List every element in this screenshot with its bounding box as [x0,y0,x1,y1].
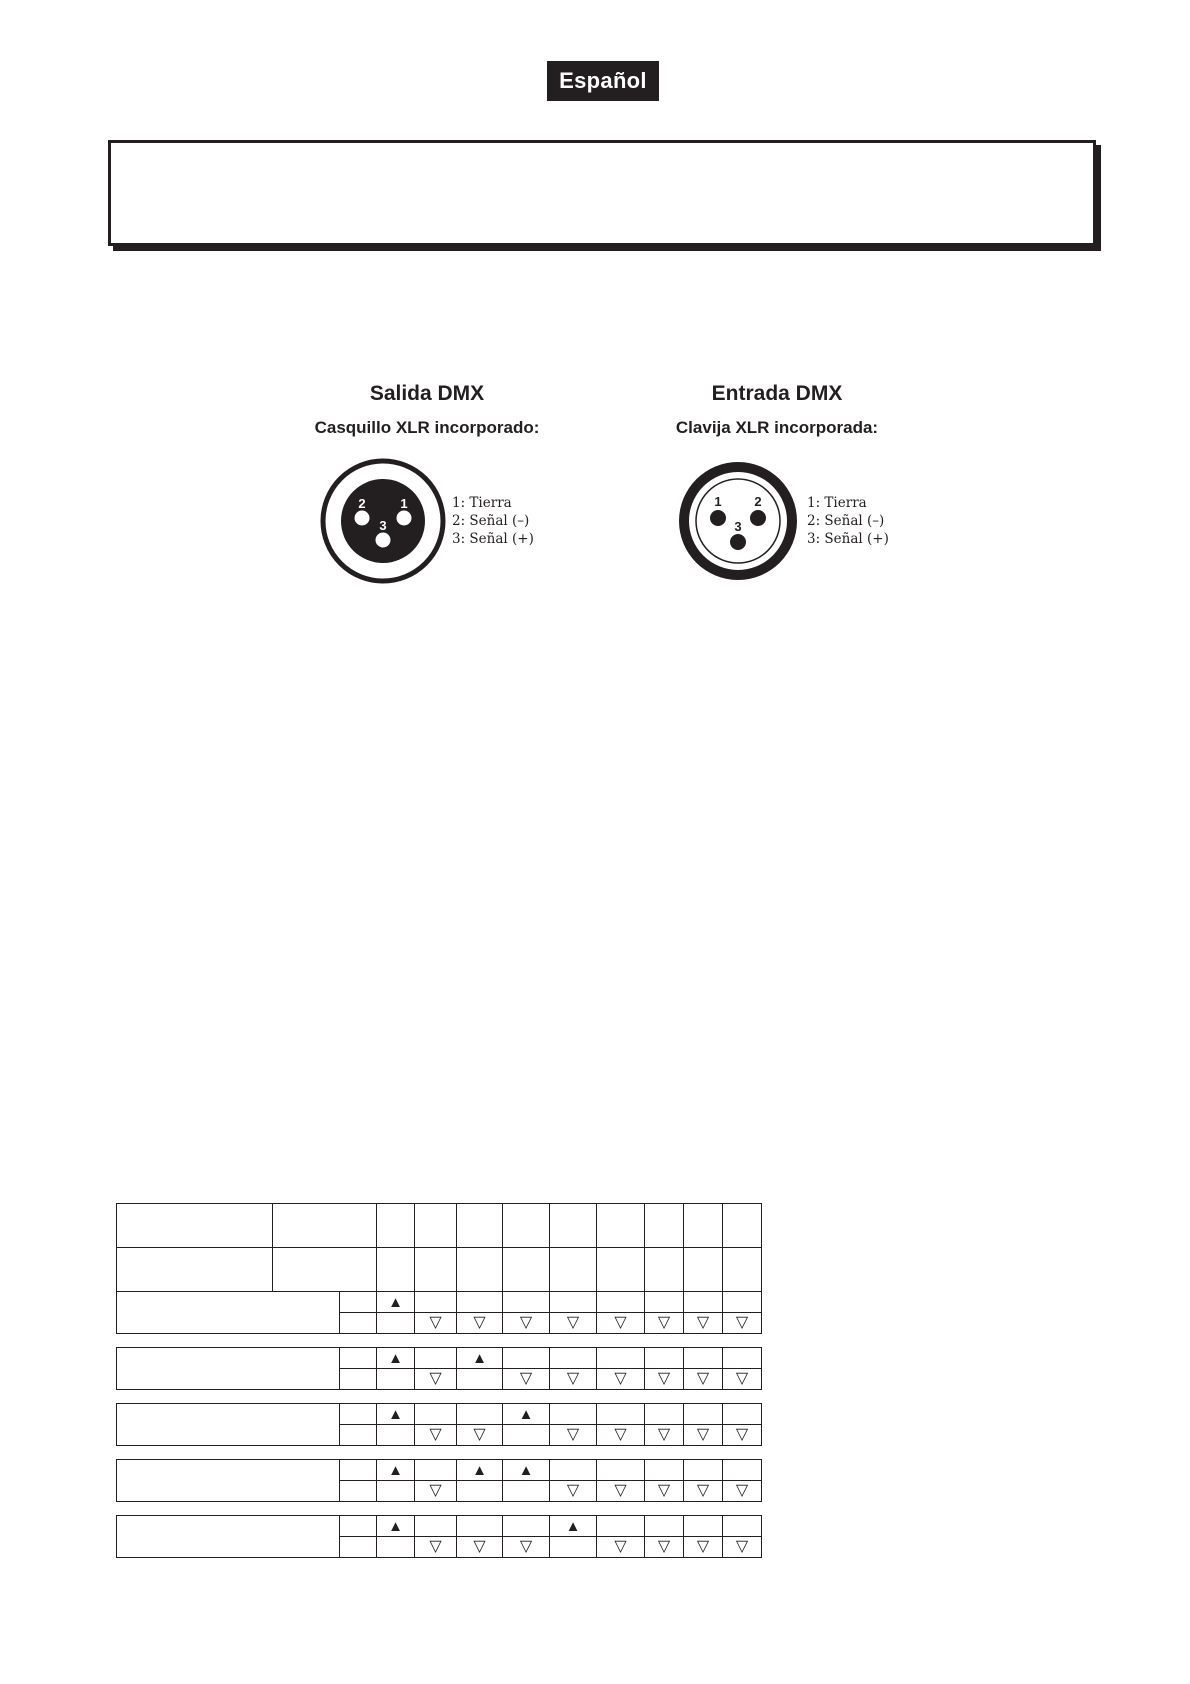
table-cell [340,1404,377,1425]
triangle-down-icon: ▽ [566,1482,580,1499]
pin-2 [750,510,766,526]
dip-switch-on-cell [597,1292,645,1313]
dip-switch-off-cell [503,1537,550,1558]
triangle-up-icon: ▲ [388,1405,403,1423]
dip-switch-table [116,1203,762,1558]
dip-switch-on-cell [597,1348,645,1369]
dip-switch-off-cell [503,1425,550,1446]
triangle-down-icon: ▽ [429,1538,442,1555]
table-cell [340,1516,377,1537]
dip-switch-off-cell [550,1369,597,1390]
dip-switch-on-cell [723,1404,762,1425]
triangle-down-icon: ▽ [429,1426,442,1443]
dip-switch-on-cell [377,1404,415,1425]
triangle-down-icon: ▽ [696,1370,710,1387]
triangle-up-icon: ▲ [472,1461,487,1479]
dip-switch-off-cell [377,1537,415,1558]
dip-switch-off-cell [503,1481,550,1502]
pin-label: 2 [754,494,762,509]
pin-legend-item: 1: Tierra [452,495,512,511]
dip-switch-on-cell [645,1348,684,1369]
dip-switch-off-cell [503,1369,550,1390]
triangle-up-icon: ▲ [518,1461,534,1479]
pin-1-hole [397,511,412,526]
dip-switch-on-cell [415,1292,457,1313]
dip-switch-off-cell [597,1481,645,1502]
table-cell [117,1334,762,1348]
dip-switch-off-cell [723,1425,762,1446]
triangle-down-icon: ▽ [614,1314,627,1331]
dmx-input-pin-legend [807,494,889,548]
dip-switch-on-cell [415,1404,457,1425]
pin-label: 3 [734,519,742,534]
table-cell [377,1204,415,1248]
dip-switch-on-cell [684,1404,723,1425]
table-cell [340,1460,377,1481]
triangle-up-icon: ▲ [388,1517,403,1535]
dip-switch-on-cell [503,1460,550,1481]
triangle-down-icon: ▽ [614,1538,627,1555]
triangle-down-icon: ▽ [473,1538,486,1555]
triangle-down-icon: ▽ [614,1426,627,1443]
triangle-down-icon: ▽ [473,1314,486,1331]
section-title-box [108,140,1096,246]
triangle-down-icon: ▽ [429,1370,442,1387]
dmx-output-title: Salida DMX [369,382,485,405]
pin-label: 1 [714,494,722,509]
dip-switch-on-cell [503,1404,550,1425]
table-row [117,1404,762,1425]
table-row [117,1516,762,1537]
language-badge: Español [547,61,659,101]
triangle-down-icon: ▽ [473,1426,486,1443]
dip-switch-off-cell [597,1369,645,1390]
dip-switch-off-cell [597,1425,645,1446]
table-header-row [117,1204,762,1248]
table-spacer-row [117,1334,762,1348]
dip-switch-off-cell [457,1481,503,1502]
dmx-input-title: Entrada DMX [711,382,843,405]
dip-table-body [117,1204,762,1558]
table-cell [340,1292,377,1313]
triangle-up-icon: ▲ [388,1461,403,1479]
triangle-down-icon: ▽ [696,1538,710,1555]
dip-switch-on-cell [645,1516,684,1537]
pin-legend-item: 2: Señal (–) [807,513,885,529]
dip-switch-off-cell [723,1537,762,1558]
dip-switch-off-cell [684,1537,723,1558]
dip-switch-on-cell [503,1292,550,1313]
dip-switch-on-cell [550,1348,597,1369]
dip-switch-off-cell [457,1537,503,1558]
pin-label: 1 [400,496,408,511]
triangle-down-icon: ▽ [735,1314,749,1331]
dip-switch-on-cell [723,1292,762,1313]
table-cell [550,1248,597,1292]
triangle-down-icon: ▽ [519,1370,533,1387]
triangle-down-icon: ▽ [735,1482,749,1499]
table-cell [117,1204,273,1248]
dip-switch-on-cell [377,1348,415,1369]
dip-switch-on-cell [377,1460,415,1481]
dip-switch-on-cell [550,1516,597,1537]
table-spacer-row [117,1446,762,1460]
table-header-row [117,1248,762,1292]
table-spacer-row [117,1390,762,1404]
table-row [117,1460,762,1481]
pin-2-hole [355,511,370,526]
table-cell [377,1248,415,1292]
dip-switch-on-cell [597,1460,645,1481]
triangle-down-icon: ▽ [566,1370,580,1387]
table-cell [117,1502,762,1516]
dmx-output-subtitle: Casquillo XLR incorporado: [314,418,540,437]
dip-switch-off-cell [645,1313,684,1334]
dip-switch-on-cell [723,1348,762,1369]
setting-label-cell [117,1404,340,1446]
dip-switch-on-cell [723,1516,762,1537]
triangle-down-icon: ▽ [657,1314,671,1331]
dmx-output-pin-legend [452,494,534,548]
dip-switch-off-cell [457,1313,503,1334]
dip-switch-off-cell [415,1369,457,1390]
pin-legend-item: 1: Tierra [807,495,867,511]
triangle-down-icon: ▽ [657,1370,671,1387]
dip-switch-off-cell [415,1313,457,1334]
dip-switch-off-cell [684,1313,723,1334]
triangle-down-icon: ▽ [519,1538,533,1555]
table-cell [645,1204,684,1248]
triangle-down-icon: ▽ [735,1426,749,1443]
triangle-up-icon: ▲ [565,1517,581,1535]
dip-switch-on-cell [457,1516,503,1537]
dip-switch-off-cell [457,1425,503,1446]
dip-switch-off-cell [723,1313,762,1334]
dip-switch-off-cell [645,1425,684,1446]
dip-switch-on-cell [377,1516,415,1537]
table-cell [273,1204,377,1248]
dip-switch-on-cell [597,1516,645,1537]
dip-switch-off-cell [723,1481,762,1502]
dip-switch-off-cell [645,1537,684,1558]
dip-switch-off-cell [550,1425,597,1446]
table-cell [457,1204,503,1248]
table-cell [684,1248,723,1292]
dip-switch-on-cell [457,1404,503,1425]
dip-switch-off-cell [377,1369,415,1390]
dip-switch-off-cell [415,1481,457,1502]
pin-label: 3 [379,518,387,533]
pin-3-hole [376,533,391,548]
dip-switch-off-cell [684,1369,723,1390]
dip-switch-on-cell [457,1460,503,1481]
triangle-down-icon: ▽ [696,1314,710,1331]
dip-switch-off-cell [415,1537,457,1558]
triangle-up-icon: ▲ [472,1349,487,1367]
dip-switch-on-cell [415,1516,457,1537]
table-cell [340,1537,377,1558]
table-cell [503,1204,550,1248]
dip-switch-on-cell [550,1460,597,1481]
triangle-down-icon: ▽ [614,1482,627,1499]
table-cell [340,1425,377,1446]
table-cell [273,1248,377,1292]
triangle-down-icon: ▽ [657,1426,671,1443]
dip-switch-off-cell [377,1425,415,1446]
table-cell [415,1204,457,1248]
dmx-input-subtitle: Clavija XLR incorporada: [675,418,879,437]
triangle-down-icon: ▽ [519,1314,533,1331]
dip-switch-on-cell [723,1460,762,1481]
table-cell [415,1248,457,1292]
triangle-down-icon: ▽ [566,1314,580,1331]
pin-3 [730,534,746,550]
triangle-down-icon: ▽ [735,1538,749,1555]
dip-switch-off-cell [723,1369,762,1390]
dip-switch-off-cell [457,1369,503,1390]
dip-switch-on-cell [597,1404,645,1425]
triangle-up-icon: ▲ [518,1405,534,1423]
dip-switch-off-cell [684,1425,723,1446]
triangle-down-icon: ▽ [614,1370,627,1387]
dip-switch-on-cell [684,1292,723,1313]
dip-switch-off-cell [415,1425,457,1446]
setting-label-cell [117,1292,340,1334]
pin-1 [710,510,726,526]
table-cell [597,1248,645,1292]
dip-switch-off-cell [550,1537,597,1558]
dip-switch-on-cell [550,1404,597,1425]
triangle-down-icon: ▽ [696,1426,710,1443]
dip-switch-on-cell [503,1516,550,1537]
table-cell [684,1204,723,1248]
triangle-down-icon: ▽ [657,1538,671,1555]
dip-switch-off-cell [645,1369,684,1390]
triangle-down-icon: ▽ [657,1482,671,1499]
triangle-up-icon: ▲ [388,1349,403,1367]
pin-legend-item: 3: Señal (+) [807,531,889,547]
dip-switch-on-cell [377,1292,415,1313]
setting-label-cell [117,1348,340,1390]
dip-switch-off-cell [597,1537,645,1558]
dip-switch-off-cell [550,1481,597,1502]
dip-switch-off-cell [377,1481,415,1502]
table-cell [597,1204,645,1248]
dip-switch-on-cell [457,1348,503,1369]
table-cell [503,1248,550,1292]
dip-switch-on-cell [550,1292,597,1313]
table-cell [457,1248,503,1292]
table-cell [340,1481,377,1502]
dip-switch-on-cell [645,1404,684,1425]
triangle-down-icon: ▽ [696,1482,710,1499]
dip-switch-off-cell [684,1481,723,1502]
triangle-down-icon: ▽ [429,1482,442,1499]
dip-switch-on-cell [415,1348,457,1369]
dip-switch-on-cell [503,1348,550,1369]
pin-legend-item: 3: Señal (+) [452,531,534,547]
table-cell [117,1390,762,1404]
table-cell [340,1313,377,1334]
dip-switch-off-cell [645,1481,684,1502]
triangle-down-icon: ▽ [429,1314,442,1331]
dip-switch-on-cell [645,1460,684,1481]
table-cell [340,1369,377,1390]
table-cell [340,1348,377,1369]
dip-switch-off-cell [597,1313,645,1334]
table-cell [117,1248,273,1292]
table-cell [117,1446,762,1460]
dip-switch-off-cell [503,1313,550,1334]
dip-switch-on-cell [457,1292,503,1313]
dip-switch-off-cell [550,1313,597,1334]
dip-switch-off-cell [377,1313,415,1334]
table-row [117,1348,762,1369]
triangle-up-icon: ▲ [388,1293,403,1311]
setting-label-cell [117,1460,340,1502]
table-cell [723,1248,762,1292]
table-cell [645,1248,684,1292]
triangle-down-icon: ▽ [566,1426,580,1443]
table-spacer-row [117,1502,762,1516]
xlr-male-plug-icon [677,460,799,582]
table-row [117,1292,762,1313]
table-cell [550,1204,597,1248]
table-cell [723,1204,762,1248]
pin-label: 2 [358,496,366,511]
dip-switch-on-cell [684,1348,723,1369]
triangle-down-icon: ▽ [735,1370,749,1387]
dip-switch-on-cell [684,1460,723,1481]
setting-label-cell [117,1516,340,1558]
dip-switch-on-cell [645,1292,684,1313]
xlr-female-socket-icon [320,458,446,584]
dip-switch-on-cell [415,1460,457,1481]
pin-legend-item: 2: Señal (–) [452,513,530,529]
dip-switch-on-cell [684,1516,723,1537]
